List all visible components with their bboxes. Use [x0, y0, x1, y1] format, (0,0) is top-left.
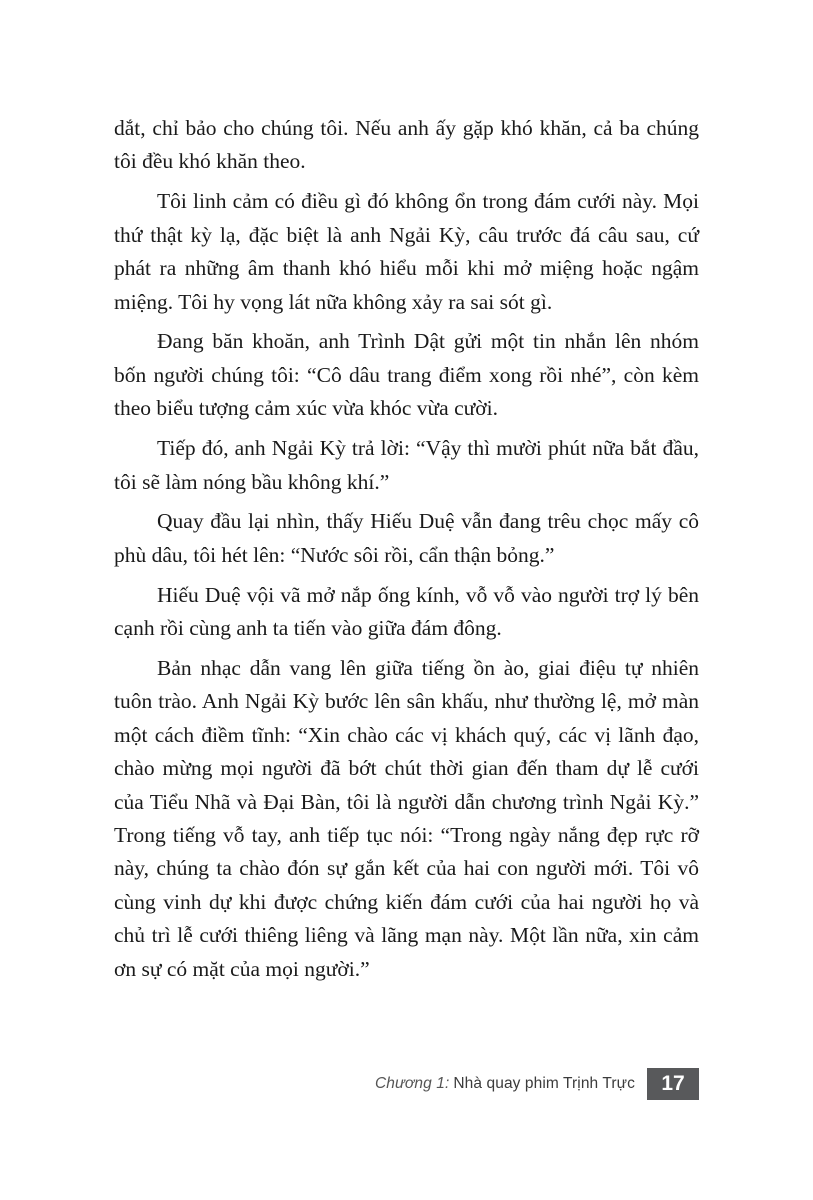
paragraph: Tiếp đó, anh Ngải Kỳ trả lời: “Vậy thì mười phút nữa bắt đầu, tôi sẽ làm nóng bầu không khí.”: [114, 436, 699, 494]
paragraph: Tôi linh cảm có điều gì đó không ổn trong đám cưới này. Mọi thứ thật kỳ lạ, đặc biệt là anh Ngải Kỳ, câu trước đá câu sau, cứ phát ra những âm thanh khó hiểu mỗi khi mở miệng hoặc ngậm miệng. Tôi hy vọng lát nữa không xảy ra sai sót gì.: [114, 189, 699, 314]
chapter-title: Nhà quay phim Trịnh Trực: [453, 1075, 635, 1092]
page-body: [114, 112, 699, 993]
paragraph: Bản nhạc dẫn vang lên giữa tiếng ồn ào, giai điệu tự nhiên tuôn trào. Anh Ngải Kỳ bước lên sân khấu, như thường lệ, mở màn một cách điềm tĩnh: “Xin chào các vị khách quý, các vị lãnh đạo, chào mừng mọi người đã bớt chút thời gian đến tham dự lễ cưới của Tiểu Nhã và Đại Bàn, tôi là người dẫn chương trình Ngải Kỳ.” Trong tiếng vỗ tay, anh tiếp tục nói: “Trong ngày nắng đẹp rực rỡ này, chúng ta chào đón sự gắn kết của hai con người mới. Tôi vô cùng vinh dự khi được chứng kiến đám cưới của hai người họ và chủ trì lễ cưới thiêng liêng và lãng mạn này. Một lần nữa, xin cảm ơn sự có mặt của mọi người.”: [114, 655, 699, 981]
footer-inner: [375, 1068, 699, 1100]
chapter-label: Chương 1:: [374, 1075, 450, 1092]
page-footer: [0, 1068, 813, 1102]
paragraph: Hiếu Duệ vội vã mở nắp ống kính, vỗ vỗ vào người trợ lý bên cạnh rồi cùng anh ta tiến vào giữa đám đông.: [114, 582, 699, 641]
paragraph: Đang băn khoăn, anh Trình Dật gửi một tin nhắn lên nhóm bốn người chúng tôi: “Cô dâu trang điểm xong rồi nhé”, còn kèm theo biểu tượng cảm xúc vừa khóc vừa cười.: [114, 329, 699, 421]
paragraph: Quay đầu lại nhìn, thấy Hiếu Duệ vẫn đang trêu chọc mấy cô phù dâu, tôi hét lên: “Nước sôi rồi, cẩn thận bỏng.”: [114, 509, 699, 567]
paragraph: dắt, chỉ bảo cho chúng tôi. Nếu anh ấy gặp khó khăn, cả ba chúng tôi đều khó khăn theo.: [114, 116, 699, 174]
page-number: 17: [647, 1068, 699, 1100]
running-header-text: [375, 1068, 647, 1100]
